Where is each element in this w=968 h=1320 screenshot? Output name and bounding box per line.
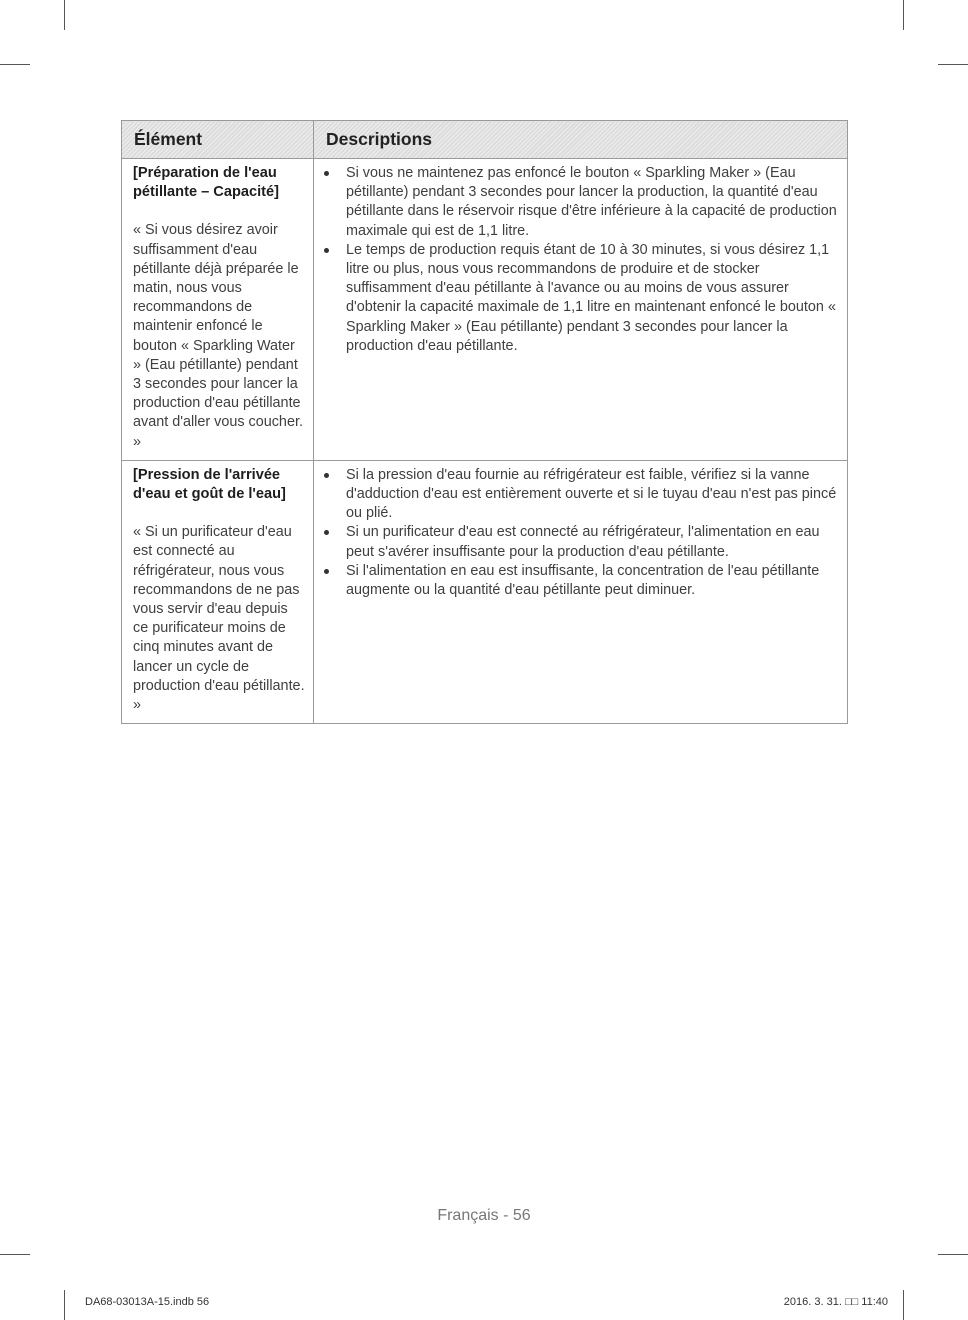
crop-mark-right-lower (938, 1254, 968, 1255)
element-cell (122, 460, 314, 723)
footer-file-name: DA68-03013A-15.indb 56 (85, 1296, 210, 1308)
column-header-element: Élément (122, 121, 314, 159)
crop-mark-top-right (903, 0, 904, 30)
description-text: Si l'alimentation en eau est insuffisante, la concentration de l'eau pétillante augmente ou la quantité d'eau pétillante peut diminuer. (346, 562, 820, 599)
crop-mark-bottom-right (903, 1290, 904, 1320)
description-list (324, 466, 837, 600)
description-cell (314, 159, 848, 461)
table-row (122, 460, 848, 723)
description-text: Si un purificateur d'eau est connecté au réfrigérateur, l'alimentation en eau peut s'avérer insuffisante pour la production d'eau pétillante. (346, 524, 820, 560)
bullet-icon (324, 473, 329, 478)
bullet-icon (324, 530, 329, 535)
description-item (324, 523, 837, 561)
bullet-icon (324, 248, 329, 253)
description-text: Si la pression d'eau fournie au réfrigérateur est faible, vérifiez si la vanne d'adduction d'eau est entièrement ouverte et si le tuyau d'eau n'est pas pincé ou plié. (346, 466, 837, 522)
page-number: Français - 56 (437, 1207, 531, 1224)
element-tip: « Si vous désirez avoir suffisamment d'eau pétillante déjà préparée le matin, nous vous recommandons de maintenir enfoncé le bouton « Sparkling Water » (Eau pétillante) pendant 3 secondes pour lancer la production d'eau pétillante avant d'aller vous coucher. » (133, 222, 303, 450)
bullet-icon (324, 569, 329, 574)
description-item (324, 241, 837, 356)
element-title: [Préparation de l'eau pétillante – Capacité] (133, 165, 279, 201)
crop-mark-left-lower (0, 1254, 30, 1255)
crop-mark-bottom-left (64, 1290, 65, 1320)
column-header-descriptions: Descriptions (314, 121, 848, 159)
description-text: Si vous ne maintenez pas enfoncé le bouton « Sparkling Maker » (Eau pétillante) pendant 3 secondes pour lancer la production, la quantité d'eau pétillante dans le réservoir risque d'être inférieure à la capacité de production maximale qui est de 1,1 litre. (346, 165, 837, 239)
description-list (324, 164, 837, 356)
crop-mark-left-upper (0, 64, 30, 65)
description-item (324, 466, 837, 524)
element-tip: « Si un purificateur d'eau est connecté au réfrigérateur, nous vous recommandons de ne pas vous servir d'eau depuis ce purificateur moins de cinq minutes avant de lancer un cycle de production d'eau pétillante. » (133, 524, 305, 714)
footer-timestamp: 2016. 3. 31. □□ 11:40 (783, 1296, 888, 1308)
description-cell (314, 460, 848, 723)
table-header-row (122, 121, 848, 159)
description-item (324, 164, 837, 241)
bullet-icon (324, 171, 329, 176)
element-cell (122, 159, 314, 461)
description-item (324, 562, 837, 600)
crop-mark-right-upper (938, 64, 968, 65)
description-text: Le temps de production requis étant de 10 à 30 minutes, si vous désirez 1,1 litre ou plus, nous vous recommandons de produire et de stocker suffisamment d'eau pétillante à l'avance ou au moins de vous assurer d'obtenir la capacité maximale de 1,1 litre en maintenant enfoncé le bouton « Sparkling Maker » (Eau pétillante) pendant 3 secondes pour lancer la production d'eau pétillante. (346, 241, 836, 354)
crop-mark-top-left (64, 0, 65, 30)
element-title: [Pression de l'arrivée d'eau et goût de l'eau] (133, 466, 286, 503)
table-row (122, 159, 848, 461)
troubleshooting-table (121, 120, 848, 724)
